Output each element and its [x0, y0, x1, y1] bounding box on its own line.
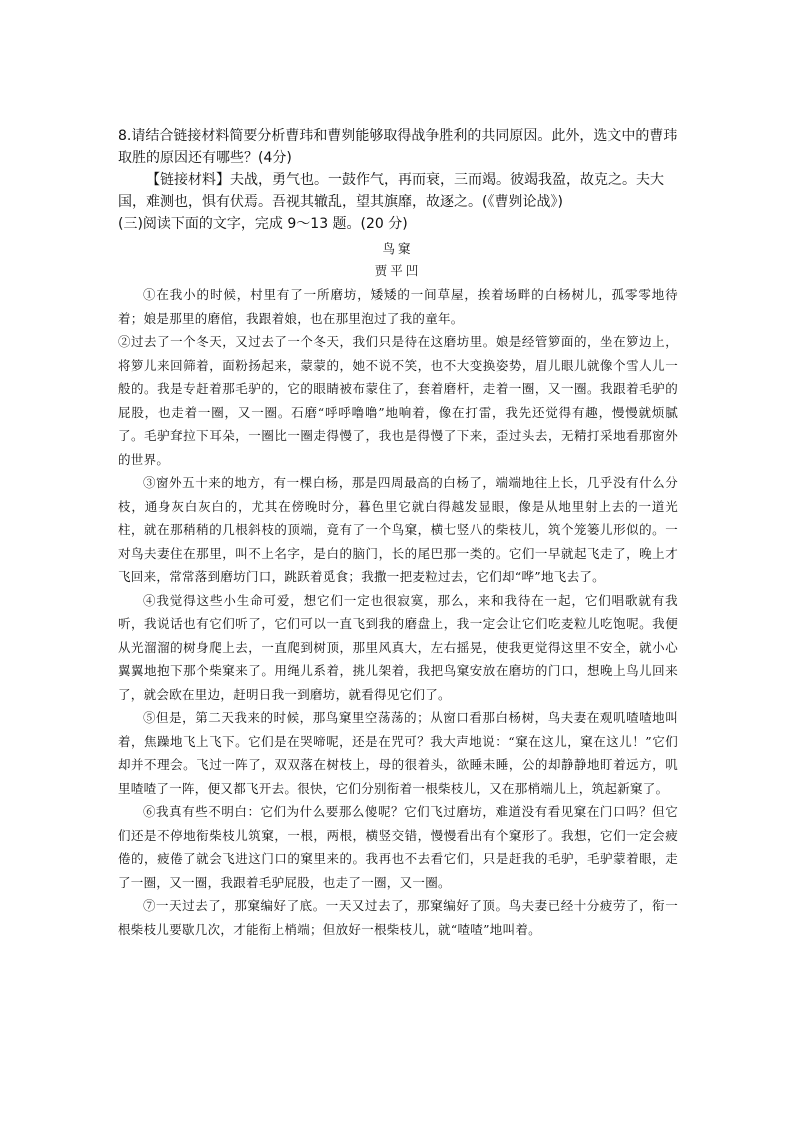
article-paragraph-5: ⑤但是，第二天我来的时候，那鸟窠里空荡荡的；从窗口看那白杨树，鸟夫妻在观叽喳喳地叫着，焦躁地飞上飞下。它们是在哭啼呢，还是在咒可？我大声地说：“窠在这儿，窠在这儿！”它们却并不理会。飞过一阵了，双双落在树枝上，母的很着头，欲睡未睡，公的却静静地盯着远方，叽里喳喳了一阵，便又都飞开去。很快，它们分别衔着一根柴枝儿，又在那梢端儿上，筑起新窠了。 — [118, 710, 678, 796]
article-paragraph-7: ⑦一天过去了，那窠编好了底。一天又过去了，那窠编好了顶。鸟夫妻已经十分疲劳了，衔一根柴枝儿要歇几次，才能衔上梢端；但放好一根柴枝儿，就“喳喳”地叫着。 — [118, 898, 678, 937]
article-title: 鸟窠 — [382, 241, 414, 256]
section-3-heading: (三)阅读下面的文字，完成 9～13 题。(20 分) — [118, 216, 408, 232]
article-paragraph-2: ②过去了一个冬天，又过去了一个冬天，我们只是待在这磨坊里。娘是经管箩面的，坐在箩边上，将箩儿来回筛着，面粉扬起来，蒙蒙的，她不说不笑，也不大变换姿势，眉儿眼儿就像个雪人儿一般的。我是专赶着那毛驴的，它的眼睛被布蒙住了，套着磨杆，走着一圈，又一圈。我跟着毛驴的屁股，也走着一圈，又一圈。石磨“呼呼噜噜”地响着，像在打雷，我先还觉得有趣，慢慢就烦腻了。毛驴耷拉下耳朵，一圈比一圈走得慢了，我也是得慢了下来，歪过头去，无精打采地看那窗外的世界。 — [118, 334, 678, 467]
question-8: 8.请结合链接材料简要分析曹玮和曹刿能够取得战争胜利的共同原因。此外，选文中的曹玮取胜的原因还有哪些？(4分) — [118, 128, 678, 166]
link-material: 【链接材料】夫战，勇气也。一鼓作气，再而衰，三而竭。彼竭我盈，故克之。夫大国，难测也，惧有伏焉。吾视其辙乱，望其旗靡，故逐之。(《曹刿论战》) — [118, 172, 664, 210]
article-paragraph-6: ⑥我真有些不明白：它们为什么要那么傻呢？它们飞过磨坊，难道没有看见窠在门口吗？但它们还是不停地衔柴枝儿筑窠，一根，两根，横竖交错，慢慢看出有个窠形了。我想，它们一定会疲倦的，疲倦了就会飞进这门口的窠里来的。我再也不去看它们，只是赶我的毛驴，毛驴蒙着眼，走了一圈，又一圈，我跟着毛驴屁股，也走了一圈，又一圈。 — [118, 804, 678, 890]
article-author: 贾平凹 — [374, 263, 422, 278]
article-paragraph-3: ③窗外五十来的地方，有一棵白杨，那是四周最高的白杨了，端端地往上长，几乎没有什么分枝，通身灰白灰白的，尤其在傍晚时分，暮色里它就白得越发显眼，像是从地里射上去的一道光柱，就在那稍稍的几根斜枝的顶端，竟有了一个鸟窠，横七竖八的柴枝儿，筑个笼篓儿形似的。一对鸟夫妻住在那里，叫不上名字，是白的脑门，长的尾巴那一类的。它们一早就起飞走了，晚上才飞回来，常常落到磨坊门口，跳跃着觅食；我撒一把麦粒过去，它们却“哗”地飞去了。 — [118, 475, 678, 584]
page-content — [118, 125, 678, 941]
article-paragraph-1: ①在我小的时候，村里有了一所磨坊，矮矮的一间草屋，挨着场畔的白杨树儿，孤零零地待着；娘是那里的磨倌，我跟着娘，也在那里泡过了我的童年。 — [118, 287, 678, 326]
article-paragraph-4: ④我觉得这些小生命可爱，想它们一定也很寂寞，那么，来和我待在一起，它们唱歌就有我听，我说话也有它们听了，它们可以一直飞到我的磨盘上，我一定会让它们吃麦粒儿吃饱呢。我便从光溜溜的树身爬上去，一直爬到树顶，那里风真大，左右摇晃，使我更觉得这里不安全，就小心翼翼地抱下那个柴窠来了。用绳儿系着，挑儿架着，我把鸟窠安放在磨坊的门口，想晚上鸟儿回来了，就会欧在里边，赶明日我一到磨坊，就看得见它们了。 — [118, 592, 678, 702]
